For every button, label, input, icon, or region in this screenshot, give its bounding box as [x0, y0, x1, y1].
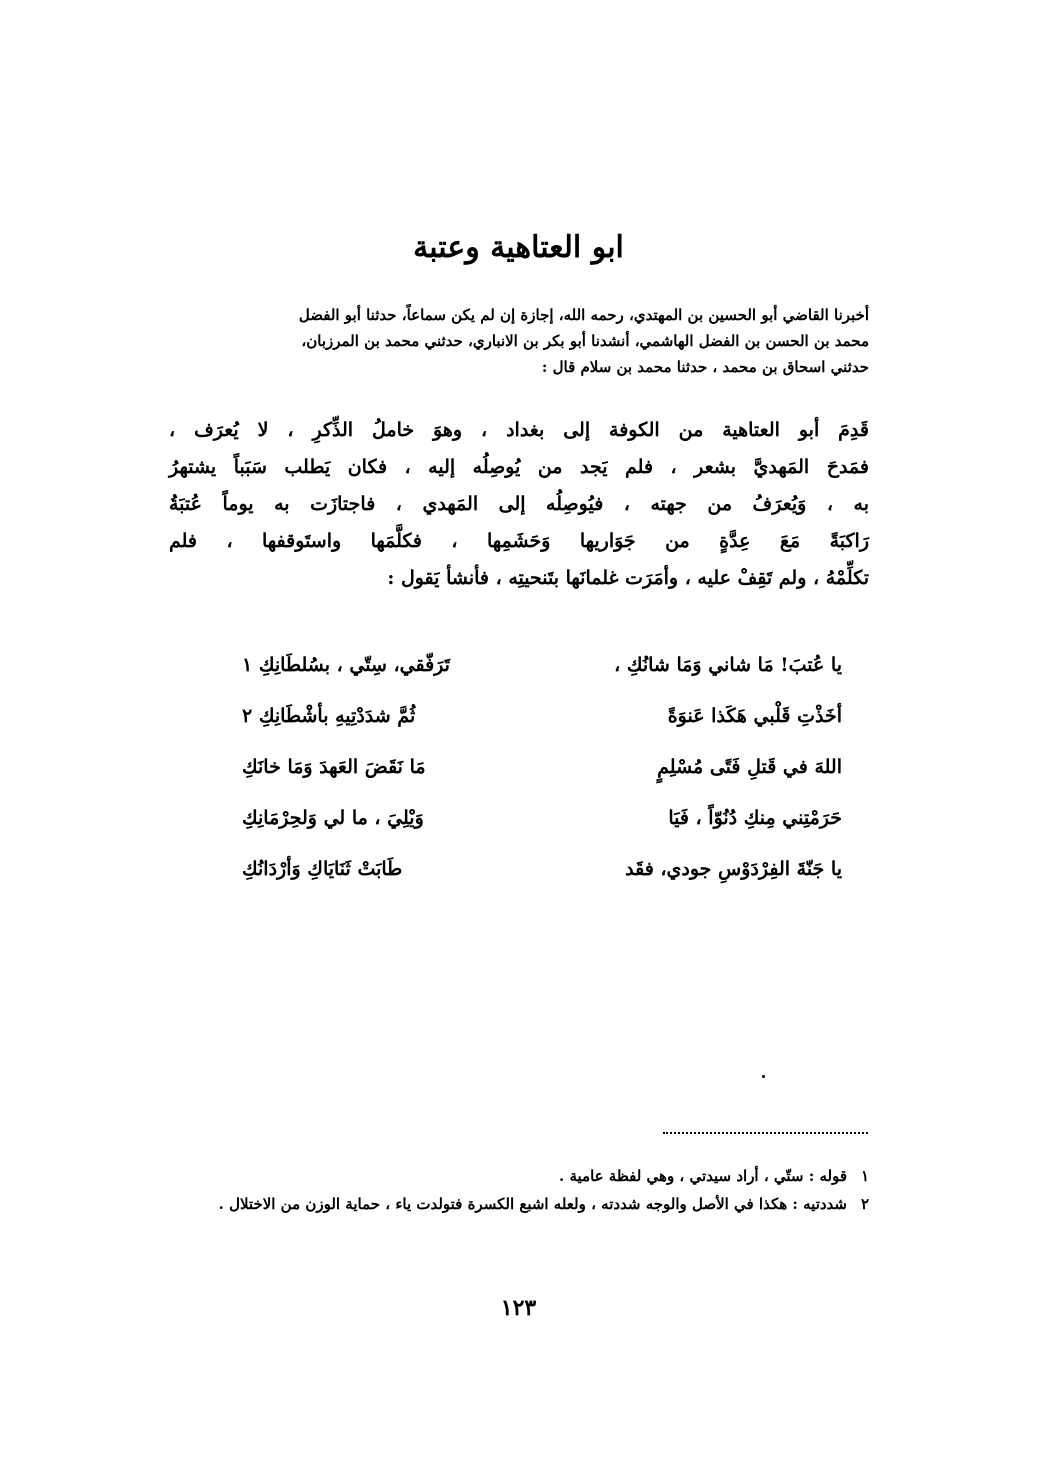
- prose-line: قَدِمَ أبو العتاهية من الكوفة إلى بغداد ، وهوَ خاملُ الذِّكرِ ، لا يُعرَف ،: [169, 419, 869, 441]
- verse-first-hemistich: يا عُتبَ! مَا شاني وَمَا شانُكِ ،: [614, 654, 842, 676]
- isnad-line: أخبرنا القاضي أبو الحسين بن المهتدي، رحمه الله، إجازة إن لم يكن سماعاً، حدثنا أبو الفضل: [298, 306, 869, 324]
- footnotes: [169, 1162, 869, 1218]
- page-number: ١٢٣: [500, 1295, 537, 1321]
- prose-line: تكلِّمْهُ ، ولم تَقِفْ عليه ، وأمَرَت غلمانَها بتَنحيتِه ، فأنشأ يَقول :: [387, 567, 869, 589]
- verse-second-hemistich: وَيْلِيَ ، ما لي وَلحِرْمَانِكِ: [242, 807, 424, 829]
- footnote: [169, 1190, 869, 1218]
- prose-line: فمَدحَ المَهديَّ بشعر ، فلم يَجد من يُوصِلُه إليه ، فكان يَطلب سَبَباً يشتهرُ: [169, 456, 869, 478]
- footnote-divider: [663, 1132, 868, 1134]
- stray-dot: [762, 1075, 765, 1078]
- verse: [242, 793, 842, 844]
- verse-second-hemistich: مَا نَقَضَ العَهدَ وَمَا خانَكِ: [242, 756, 426, 778]
- isnad-chain: [179, 302, 869, 380]
- verse-second-hemistich: طَابَتْ ثَنَايَاكِ وَأرْدَانُكِ: [242, 858, 403, 880]
- isnad-line: حدثني اسحاق بن محمد ، حدثنا محمد بن سلام قال :: [541, 358, 869, 376]
- footnote-text: شددتيه : هكذا في الأصل والوجه شددته ، ولعله اشبع الكسرة فتولدت ياء ، حماية الوزن من الاختلال .: [218, 1195, 847, 1213]
- verse: [242, 742, 842, 793]
- section-title: ابو العتاهية وعتبة: [413, 230, 624, 265]
- verse: [242, 640, 842, 691]
- verse: [242, 844, 842, 895]
- footnote-number: ٢: [860, 1195, 869, 1213]
- narrative-paragraph: [169, 412, 869, 597]
- verse-second-hemistich: ثُمَّ شدَدْتِيهِ بأشْطَانِكِ ٢: [242, 705, 416, 727]
- footnote-text: قوله : ستّي ، أراد سيدتي ، وهي لفظة عامية .: [559, 1167, 847, 1185]
- isnad-line: محمد بن الحسن بن الفضل الهاشمي، أنشدنا أبو بكر بن الانباري، حدثني محمد بن المرزبان،: [301, 332, 869, 350]
- prose-line: رَاكبَةً مَعَ عِدَّةٍ من جَوَاريها وَحَشَمِها ، فكلَّمَها واستَوقفها ، فلم: [169, 530, 869, 552]
- footnote-number: ١: [860, 1167, 869, 1185]
- verse-first-hemistich: اللهَ في قَتلِ فَتًى مُسْلِمٍ: [657, 756, 842, 778]
- verse: [242, 691, 842, 742]
- verse-first-hemistich: أخَذْتِ قَلْبي هَكَذا عَنوَةً: [667, 705, 842, 727]
- footnote: [169, 1162, 869, 1190]
- prose-line: به ، وَيُعرَفُ من جهته ، فيُوصِلُه إلى المَهدي ، فاجتازَت به يوماً عُتبَةُ: [169, 493, 869, 515]
- verse-second-hemistich: تَرَفّقي، سِتّي ، بسُلطَانِكِ ١: [242, 654, 450, 676]
- verse-first-hemistich: حَرَمْتِني مِنكِ دُنُوّاً ، فَيَا: [668, 807, 842, 829]
- verse-first-hemistich: يا جَنّةَ الفِرْدَوْسِ جودي، فقَد: [625, 858, 842, 880]
- poem: [242, 640, 842, 895]
